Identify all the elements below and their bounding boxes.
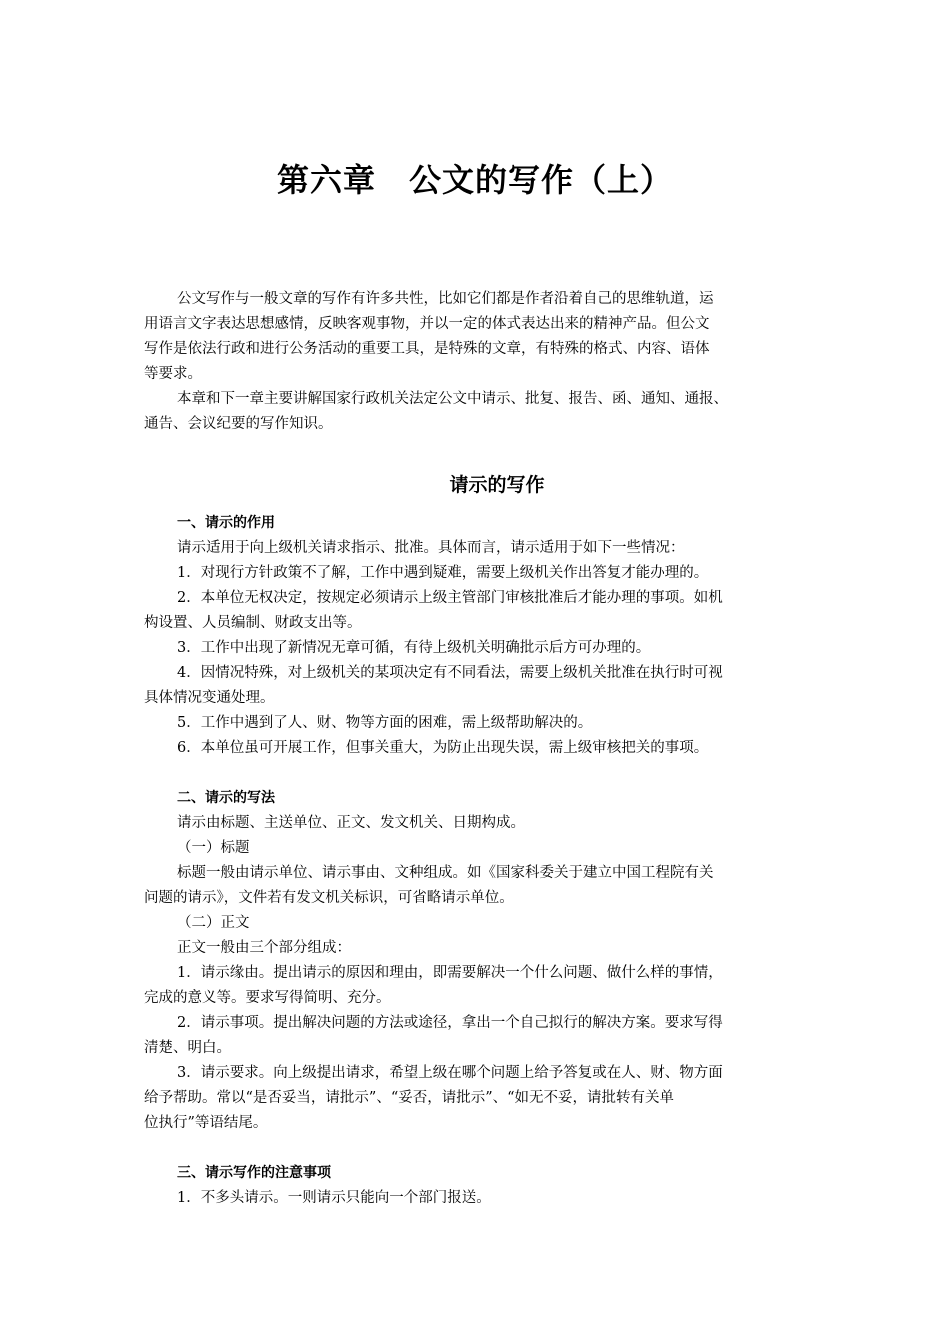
- part1-item-1-line-1: 1．对现行方针政策不了解，工作中遇到疑难，需要上级机关作出答复才能办理的。: [177, 565, 709, 581]
- intro-paragraph-1-line-2: 用语言文字表达思想感情，反映客观事物，并以一定的体式表达出来的精神产品。但公文: [144, 316, 710, 332]
- part1-heading: 一、请示的作用: [177, 515, 275, 531]
- part1-item-5-line-1: 5．工作中遇到了人、财、物等方面的困难，需上级帮助解决的。: [177, 715, 593, 731]
- part1-item-4-line-1: 4．因情况特殊，对上级机关的某项决定有不同看法，需要上级机关批准在执行时可视: [177, 665, 723, 681]
- part2-sub1-label: （一）标题: [177, 840, 250, 856]
- part2-item-3-line-2: 给予帮助。常以“是否妥当，请批示”、“妥否，请批示”、“如无不妥，请批转有关单: [144, 1090, 675, 1106]
- chapter-title: 第六章 公文的写作（上）: [276, 161, 673, 199]
- part2-item-2-line-1: 2．请示事项。提出解决问题的方法或途径，拿出一个自己拟行的解决方案。要求写得: [177, 1015, 723, 1031]
- part1-item-4-line-2: 具体情况变通处理。: [144, 690, 275, 706]
- part1-item-6-line-1: 6．本单位虽可开展工作，但事关重大，为防止出现失误，需上级审核把关的事项。: [177, 740, 709, 756]
- part2-intro: 请示由标题、主送单位、正文、发文机关、日期构成。: [177, 815, 525, 831]
- part2-item-2-line-2: 清楚、明白。: [144, 1040, 231, 1056]
- part2-heading: 二、请示的写法: [177, 790, 275, 806]
- part2-sub1-text-line-2: 问题的请示》，文件若有发文机关标识，可省略请示单位。: [144, 890, 514, 906]
- intro-paragraph-1-line-3: 写作是依法行政和进行公务活动的重要工具，是特殊的文章，有特殊的格式、内容、语体: [144, 341, 710, 357]
- part1-item-3-line-1: 3．工作中出现了新情况无章可循，有待上级机关明确批示后方可办理的。: [177, 640, 651, 656]
- section-title: 请示的写作: [449, 474, 545, 496]
- part2-sub2-label: （二）正文: [177, 915, 250, 931]
- part2-item-3-line-3: 位执行”等语结尾。: [144, 1115, 268, 1131]
- part1-intro: 请示适用于向上级机关请求指示、批准。具体而言，请示适用于如下一些情况：: [177, 540, 685, 556]
- part3-item-1: 1．不多头请示。一则请示只能向一个部门报送。: [177, 1190, 491, 1206]
- part2-item-1-line-2: 完成的意义等。要求写得简明、充分。: [144, 990, 391, 1006]
- intro-paragraph-2-line-1: 本章和下一章主要讲解国家行政机关法定公文中请示、批复、报告、函、通知、通报、: [177, 391, 728, 407]
- part3-heading: 三、请示写作的注意事项: [177, 1165, 331, 1181]
- part2-sub1-text-line-1: 标题一般由请示单位、请示事由、文种组成。如《国家科委关于建立中国工程院有关: [177, 865, 714, 881]
- part2-item-1-line-1: 1．请示缘由。提出请示的原因和理由，即需要解决一个什么问题、做什么样的事情，: [177, 965, 723, 981]
- intro-paragraph-1-line-1: 公文写作与一般文章的写作有许多共性，比如它们都是作者沿着自己的思维轨道，运: [177, 291, 714, 307]
- part1-item-2-line-1: 2．本单位无权决定，按规定必须请示上级主管部门审核批准后才能办理的事项。如机: [177, 590, 723, 606]
- intro-paragraph-1-line-4: 等要求。: [144, 366, 202, 382]
- intro-paragraph-2-line-2: 通告、会议纪要的写作知识。: [144, 416, 333, 432]
- part2-item-3-line-1: 3．请示要求。向上级提出请求，希望上级在哪个问题上给予答复或在人、财、物方面: [177, 1065, 723, 1081]
- part2-sub2-intro: 正文一般由三个部分组成：: [177, 940, 351, 956]
- part1-item-2-line-2: 构设置、人员编制、财政支出等。: [144, 615, 362, 631]
